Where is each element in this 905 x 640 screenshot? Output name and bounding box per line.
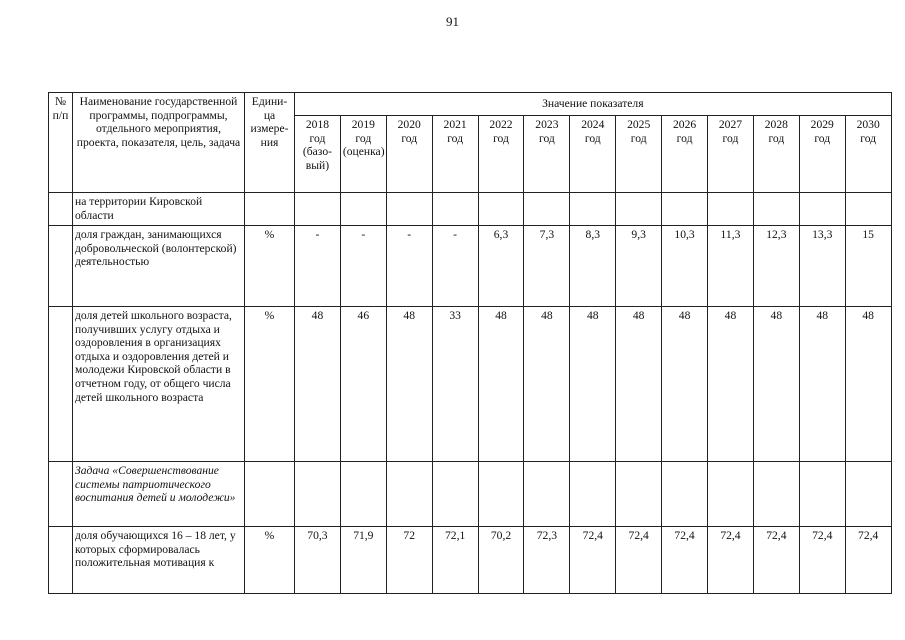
header-year: 2021 год <box>432 116 478 193</box>
header-year: 2030 год <box>845 116 891 193</box>
value-cell <box>340 462 386 527</box>
value-cell: 72,4 <box>799 527 845 594</box>
value-cell <box>340 193 386 226</box>
value-cell <box>478 193 524 226</box>
row-name: доля граждан, занимающихся добровольческой (волонтерской) деятельностью <box>73 226 245 307</box>
value-cell <box>570 462 616 527</box>
value-cell <box>432 193 478 226</box>
value-cell <box>799 193 845 226</box>
value-cell <box>524 462 570 527</box>
row-unit: % <box>245 226 295 307</box>
task-title: Задача «Совершенствование системы патриотического воспитания детей и молодежи» <box>73 462 245 527</box>
value-cell <box>295 462 341 527</box>
value-cell <box>753 193 799 226</box>
value-cell <box>708 193 754 226</box>
value-cell <box>386 193 432 226</box>
value-cell: 72,4 <box>570 527 616 594</box>
row-unit: % <box>245 527 295 594</box>
row-no-cell <box>49 193 73 226</box>
table-row <box>49 462 892 527</box>
value-cell: 10,3 <box>662 226 708 307</box>
value-cell <box>799 462 845 527</box>
header-year: 2026 год <box>662 116 708 193</box>
value-cell: 72,4 <box>708 527 754 594</box>
value-cell: 72,1 <box>432 527 478 594</box>
value-cell <box>478 462 524 527</box>
value-cell <box>662 193 708 226</box>
header-year: 2027 год <box>708 116 754 193</box>
value-cell <box>295 193 341 226</box>
value-cell <box>386 462 432 527</box>
row-no-cell <box>49 527 73 594</box>
value-cell: 72 <box>386 527 432 594</box>
row-unit <box>245 193 295 226</box>
value-cell: 33 <box>432 307 478 462</box>
value-cell: 72,4 <box>845 527 891 594</box>
row-name: на территории Кировской области <box>73 193 245 226</box>
header-unit: Едини-ца измере-ния <box>245 93 295 193</box>
value-cell: - <box>295 226 341 307</box>
row-no-cell <box>49 307 73 462</box>
value-cell: 48 <box>524 307 570 462</box>
value-cell: 48 <box>845 307 891 462</box>
value-cell: 70,3 <box>295 527 341 594</box>
value-cell <box>662 462 708 527</box>
value-cell <box>845 462 891 527</box>
header-year: 2028 год <box>753 116 799 193</box>
value-cell: - <box>432 226 478 307</box>
value-cell: 71,9 <box>340 527 386 594</box>
value-cell: 48 <box>799 307 845 462</box>
row-no-cell <box>49 226 73 307</box>
header-year: 2029 год <box>799 116 845 193</box>
value-cell: 46 <box>340 307 386 462</box>
row-unit: % <box>245 307 295 462</box>
value-cell: - <box>340 226 386 307</box>
value-cell: 7,3 <box>524 226 570 307</box>
value-cell: 72,4 <box>616 527 662 594</box>
value-cell <box>616 462 662 527</box>
row-name: доля обучающихся 16 – 18 лет, у которых сформировалась положительная мотивация к <box>73 527 245 594</box>
value-cell: 48 <box>616 307 662 462</box>
table-row <box>49 527 892 594</box>
table-row <box>49 193 892 226</box>
header-year: 2023 год <box>524 116 570 193</box>
header-value-group: Значение показателя <box>295 93 892 116</box>
value-cell: 70,2 <box>478 527 524 594</box>
value-cell <box>708 462 754 527</box>
value-cell: 48 <box>662 307 708 462</box>
table-row <box>49 226 892 307</box>
value-cell: 15 <box>845 226 891 307</box>
header-year: 2020 год <box>386 116 432 193</box>
value-cell: 8,3 <box>570 226 616 307</box>
value-cell <box>845 193 891 226</box>
indicators-table <box>48 92 892 594</box>
value-cell: 11,3 <box>708 226 754 307</box>
value-cell: 48 <box>386 307 432 462</box>
value-cell: - <box>386 226 432 307</box>
header-name: Наименование государственной программы, подпрограммы, отдельного мероприятия, проекта, показателя, цель, задача <box>73 93 245 193</box>
value-cell: 48 <box>478 307 524 462</box>
header-year: 2022 год <box>478 116 524 193</box>
header-year: 2024 год <box>570 116 616 193</box>
value-cell: 72,4 <box>753 527 799 594</box>
value-cell: 13,3 <box>799 226 845 307</box>
row-no-cell <box>49 462 73 527</box>
value-cell: 72,4 <box>662 527 708 594</box>
header-year: 2025 год <box>616 116 662 193</box>
value-cell <box>753 462 799 527</box>
header-year: 2018 год (базо-вый) <box>295 116 341 193</box>
header-year: 2019 год (оценка) <box>340 116 386 193</box>
value-cell: 72,3 <box>524 527 570 594</box>
value-cell <box>524 193 570 226</box>
value-cell: 48 <box>295 307 341 462</box>
value-cell: 48 <box>570 307 616 462</box>
value-cell <box>616 193 662 226</box>
value-cell: 48 <box>753 307 799 462</box>
table-row <box>49 307 892 462</box>
page-number: 91 <box>446 14 459 29</box>
header-no: № п/п <box>49 93 73 193</box>
row-name: доля детей школьного возраста, получивших услугу отдыха и оздоровления в организациях отдыха и оздоровления детей и молодежи Кировской области в отчетном году, от общего числа детей школьного возраста <box>73 307 245 462</box>
value-cell: 12,3 <box>753 226 799 307</box>
value-cell: 9,3 <box>616 226 662 307</box>
value-cell: 48 <box>708 307 754 462</box>
value-cell <box>432 462 478 527</box>
value-cell: 6,3 <box>478 226 524 307</box>
row-unit <box>245 462 295 527</box>
value-cell <box>570 193 616 226</box>
